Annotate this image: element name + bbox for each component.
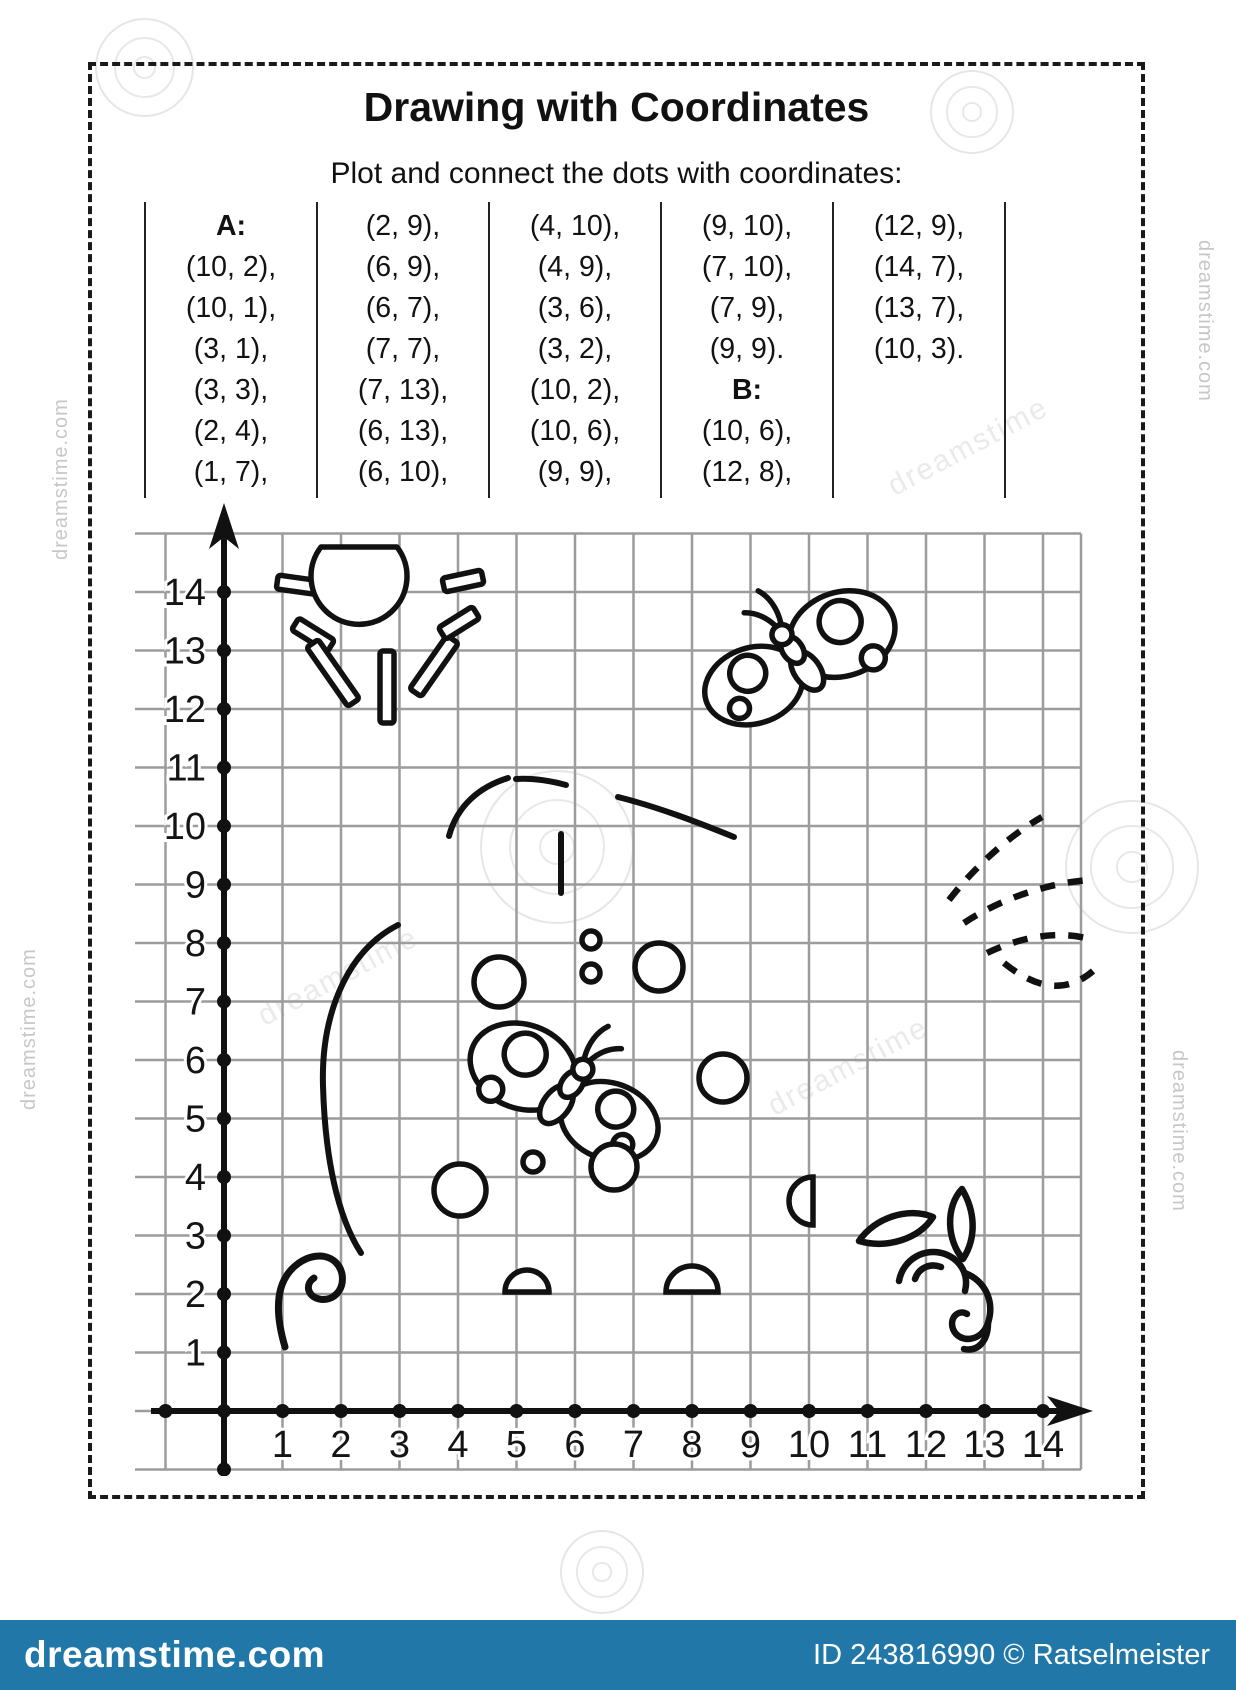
y-tick-label: 8 xyxy=(184,923,206,965)
coordinate-pair: (3, 6), xyxy=(537,292,613,324)
coordinate-pair: (10, 1), xyxy=(185,292,277,324)
coordinate-pair: (12, 8), xyxy=(701,456,793,488)
grid-canvas xyxy=(135,501,1100,1476)
coordinate-pair: (10, 6), xyxy=(529,415,621,447)
outline-diagonal xyxy=(618,797,734,837)
seed-circle xyxy=(699,1054,747,1102)
coordinate-pair: (6, 9), xyxy=(365,251,441,283)
leaf-sprout-curl xyxy=(859,1189,990,1349)
coordinate-pair: (6, 10), xyxy=(357,456,449,488)
sun-doodle xyxy=(276,547,484,723)
x-tick-label: 11 xyxy=(847,1424,888,1466)
seed-circle xyxy=(523,1152,543,1172)
worksheet-border xyxy=(88,62,1145,1499)
watermark-text: dreamstime xyxy=(762,1010,934,1123)
sprout-bulb xyxy=(899,1252,966,1291)
sprout-inner-arc xyxy=(915,1266,941,1280)
outline-line xyxy=(516,779,566,785)
sun-icon xyxy=(311,547,407,624)
coordinate-pair: (10, 3). xyxy=(873,333,965,365)
coordinate-pair: (14, 7), xyxy=(873,251,965,283)
coordinate-pair: (2, 9), xyxy=(365,210,441,242)
x-tick-label: 6 xyxy=(564,1424,586,1466)
coordinate-pair: (3, 2), xyxy=(537,333,613,365)
y-tick-label: 1 xyxy=(184,1332,206,1375)
butterfly-icon xyxy=(683,548,919,767)
wind-stroke xyxy=(949,817,1042,900)
x-tick-label: 8 xyxy=(681,1424,703,1466)
coordinate-pair: (7, 13), xyxy=(357,374,449,406)
coordinate-pair: (7, 10), xyxy=(701,251,793,283)
shape-label: B: xyxy=(731,374,763,406)
coordinate-pair: (9, 10), xyxy=(701,210,793,242)
watermark-swirl xyxy=(560,1530,644,1614)
y-tick-label: 13 xyxy=(163,630,206,673)
x-tick-label: 9 xyxy=(739,1424,762,1466)
x-tick-label: 5 xyxy=(505,1424,528,1466)
coordinate-pair: (6, 7), xyxy=(365,292,441,324)
spiral-curl xyxy=(278,1256,342,1347)
y-tick-label: 11 xyxy=(166,747,206,790)
dashed-wind-strokes xyxy=(949,817,1093,986)
butterfly-icon xyxy=(447,985,678,1198)
brand-logo: dreamstime.com xyxy=(24,1634,326,1675)
seed-circle xyxy=(474,957,524,1007)
y-tick-label: 6 xyxy=(184,1040,206,1082)
dome-arc xyxy=(505,1270,549,1292)
x-tick-label: 12 xyxy=(904,1424,948,1466)
y-tick-label: 9 xyxy=(184,864,206,907)
coordinate-column xyxy=(660,202,832,498)
coordinate-pair: (9, 9). xyxy=(709,333,785,365)
x-tick-label: 10 xyxy=(787,1424,831,1466)
x-tick-label: 1 xyxy=(271,1424,294,1466)
coordinate-column xyxy=(316,202,488,498)
strawberry-outline-fragments xyxy=(323,778,734,1253)
coordinate-column xyxy=(144,202,316,498)
edge-watermark: dreamstime.com xyxy=(1194,240,1216,402)
y-tick-label: 7 xyxy=(184,981,206,1024)
seed-circle xyxy=(591,1144,637,1190)
y-tick-label: 2 xyxy=(184,1274,206,1316)
coordinate-pair: (3, 3), xyxy=(193,374,269,406)
coordinate-pair: (12, 9), xyxy=(873,210,965,242)
seed-circle xyxy=(635,943,683,991)
image-credit: ID 243816990 © Ratselmeister xyxy=(813,1638,1210,1671)
edge-watermark: dreamstime.com xyxy=(1168,1050,1190,1212)
leaf-icon xyxy=(859,1213,933,1244)
coordinate-pair: (10, 2), xyxy=(185,251,277,283)
coordinate-pair: (10, 2), xyxy=(529,374,621,406)
y-tick-label: 14 xyxy=(163,572,206,614)
y-tick-label: 4 xyxy=(184,1157,206,1199)
coordinate-pair: (9, 9), xyxy=(537,456,613,488)
outline-left-arc xyxy=(323,925,398,1253)
edge-watermark: dreamstime.com xyxy=(18,948,40,1110)
coordinate-pair: (10, 6), xyxy=(701,415,793,447)
tick-labels xyxy=(164,572,1064,1466)
y-tick-label: 10 xyxy=(163,806,206,848)
coordinate-pair: (13, 7), xyxy=(873,292,965,324)
footer-bar xyxy=(0,1620,1236,1690)
shape-label: A: xyxy=(215,210,247,242)
dome-arc xyxy=(666,1266,718,1292)
coordinate-pair: (2, 4), xyxy=(193,415,269,447)
curl-icon xyxy=(278,1256,342,1347)
watermark-text: dreamstime xyxy=(882,390,1054,503)
coordinate-pair: (7, 9), xyxy=(709,292,785,324)
coordinate-column xyxy=(488,202,660,498)
x-tick-label: 4 xyxy=(447,1424,469,1466)
coordinate-pair: (4, 9), xyxy=(537,251,613,283)
wind-stroke xyxy=(964,880,1091,923)
seed-circle xyxy=(582,931,600,949)
coordinate-column xyxy=(832,202,1004,498)
coordinate-lists xyxy=(144,202,1006,498)
edge-watermark: dreamstime.com xyxy=(50,398,72,560)
x-tick-label: 14 xyxy=(1021,1424,1065,1466)
y-tick-label: 3 xyxy=(184,1215,206,1258)
leaf-icon xyxy=(950,1189,973,1259)
coordinate-grid xyxy=(135,501,1100,1476)
gridlines xyxy=(135,534,1081,1470)
x-tick-label: 3 xyxy=(388,1424,411,1466)
x-tick-label: 13 xyxy=(963,1424,1006,1466)
coordinate-pair: (7, 7), xyxy=(365,333,441,365)
page-title: Drawing with Coordinates xyxy=(363,84,870,130)
x-tick-label: 7 xyxy=(622,1424,645,1466)
instructions: Plot and connect the dots with coordinates: xyxy=(330,157,903,190)
watermark-text: dreamstime xyxy=(252,920,424,1033)
y-tick-label: 12 xyxy=(163,689,206,731)
coordinate-pair: (3, 1), xyxy=(193,333,269,365)
x-tick-label: 2 xyxy=(330,1424,352,1466)
half-circle xyxy=(789,1177,813,1225)
seed-circle xyxy=(582,964,600,982)
coordinate-pair: (1, 7), xyxy=(193,456,269,488)
seed-circle xyxy=(434,1164,486,1216)
y-tick-label: 5 xyxy=(184,1098,206,1141)
wind-stroke xyxy=(1004,963,1093,986)
coordinate-pair: (4, 10), xyxy=(529,210,621,242)
coordinate-pair: (6, 13), xyxy=(357,415,449,447)
